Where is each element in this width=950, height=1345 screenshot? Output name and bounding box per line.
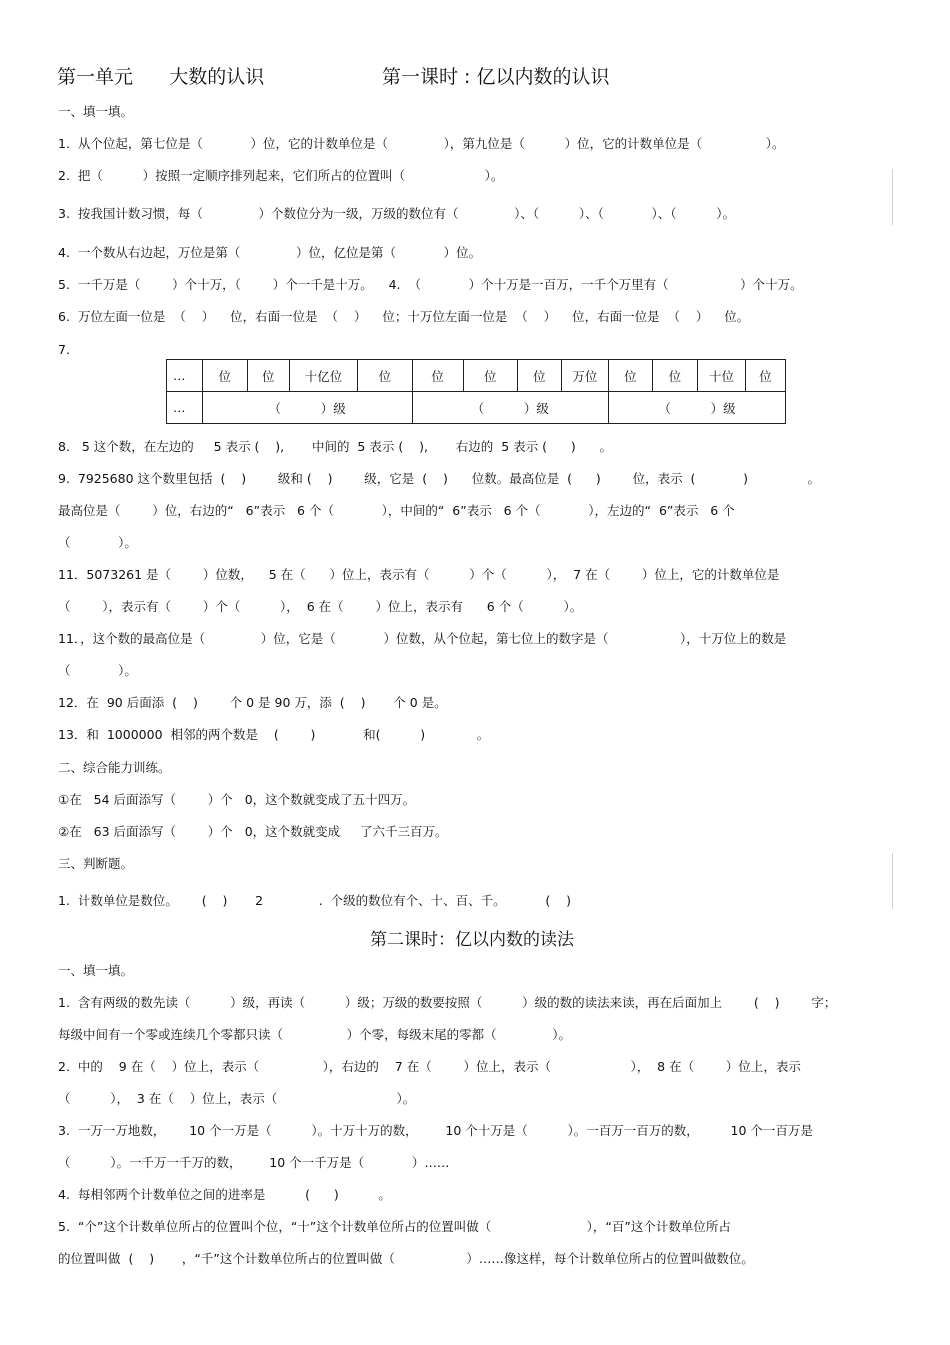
margin-rule [892, 853, 893, 909]
table-row [167, 392, 786, 424]
question-line: 每级中间有一个零或连续几个零都只读（ ）个零，每级末尾的零都（ ）。 [58, 1027, 571, 1042]
table-cell: 位 [412, 360, 463, 392]
question-line: 7. [58, 342, 70, 357]
table-cell: 位 [746, 360, 786, 392]
question-line: 1. 计数单位是数位。 ( ) 2 . 个级的数位有个、十、百、千。 ( ) [58, 893, 572, 908]
table-cell: 位 [247, 360, 289, 392]
table-cell: 位 [517, 360, 561, 392]
question-line: ②在 63 后面添写（ ）个 0，这个数就变成 了六千三百万。 [58, 824, 448, 839]
table-cell: （ ）级 [608, 392, 785, 424]
unit-title: 第一单元 大数的认识 [57, 66, 265, 88]
section-heading: 一、填一填。 [58, 104, 134, 119]
question-line: 最高位是（ ）位，右边的“ 6”表示 6 个（ ），中间的“ 6”表示 6 个（ ），左边的“ 6”表示 6 个 [58, 503, 735, 518]
table-row [167, 360, 786, 392]
question-line: 11．，这个数的最高位是（ ）位，它是（ ）位数，从个位起，第七位上的数字是（ ），十万位上的数是 [58, 631, 787, 646]
table-cell: （ ）级 [202, 392, 412, 424]
question-line: （ ），表示有（ ）个（ ）， 6 在（ ）位上，表示有 6 个（ ）。 [58, 599, 583, 614]
question-line: （ ）。 [58, 535, 137, 550]
section-heading: 三、判断题。 [58, 856, 134, 871]
question-line: 13．和 1000000 相邻的两个数是 ( ) 和( ) 。 [58, 727, 490, 742]
question-line: 1. 含有两级的数先读（ ）级，再读（ ）级；万级的数要按照（ ）级的数的读法来读，再在后面加上 ( ) 字； [58, 995, 837, 1010]
question-line: 3. 一万一万地数， 10 个一万是（ ）。十万十万的数， 10 个十万是（ ）。一百万一百万的数， 10 个一百万是 [58, 1123, 813, 1138]
question-line: 3. 按我国计数习惯，每（ ）个数位分为一级，万级的数位有（ ）、（ ）、（ ）、（ ）。 [58, 206, 736, 221]
question-line: 6. 万位左面一位是 （ ） 位，右面一位是 （ ） 位；十万位左面一位是 （ ） 位，右面一位是 （ ） 位。 [58, 309, 750, 324]
lesson1-title: 第一课时 : 亿以内数的认识 [382, 66, 610, 88]
table-cell: 万位 [561, 360, 608, 392]
section-heading: 二、综合能力训练。 [58, 760, 171, 775]
table-cell: 位 [358, 360, 412, 392]
table-cell: … [167, 360, 203, 392]
question-line: （ ）。一千万一千万的数， 10 个一千万是（ ）…… [58, 1155, 450, 1170]
place-value-table [166, 359, 786, 424]
question-line: 2. 中的 9 在（ ）位上，表示（ ），右边的 7 在（ ）位上，表示（ ）， 8 在（ ）位上，表示 [58, 1059, 801, 1074]
table-cell: 位 [652, 360, 697, 392]
table-cell: 十位 [697, 360, 745, 392]
table-cell: 位 [463, 360, 517, 392]
question-line: 9. 7925680 这个数里包括 ( ) 级和 ( ) 级，它是 ( ) 位数。最高位是 ( ) 位，表示 ( ) 。 [58, 471, 821, 486]
table-cell: 十亿位 [289, 360, 358, 392]
table-cell: （ ）级 [412, 392, 608, 424]
question-line: 5. 一千万是（ ）个十万，（ ）个一千是十万。 4. （ ）个十万是一百万，一千个万里有（ ）个十万。 [58, 277, 803, 292]
question-line: （ ）， 3 在（ ）位上，表示（ ）。 [58, 1091, 416, 1106]
table-cell: 位 [202, 360, 247, 392]
question-line: （ ）。 [58, 663, 137, 678]
question-line: 12．在 90 后面添 ( ) 个 0 是 90 万，添 ( ) 个 0 是。 [58, 695, 447, 710]
question-line: 8. 5 这个数，在左边的 5 表示 ( ), 中间的 5 表示 ( ), 右边的 5 表示 ( ) 。 [58, 439, 613, 454]
section-heading: 一、填一填。 [58, 963, 134, 978]
question-line: 1. 从个位起，第七位是（ ）位，它的计数单位是（ ），第九位是（ ）位，它的计数单位是（ ）。 [58, 136, 785, 151]
question-line: 的位置叫做 ( ) ，“千”这个计数单位所占的位置叫做（ ）……像这样，每个计数单位所占的位置叫做数位。 [58, 1251, 754, 1266]
question-line: 5. “个”这个计数单位所占的位置叫个位，“十”这个计数单位所占的位置叫做（ ），“百”这个计数单位所占 [58, 1219, 731, 1234]
lesson2-title: 第二课时：亿以内数的读法 [370, 930, 574, 950]
table-cell: … [167, 392, 203, 424]
question-line: 4. 一个数从右边起，万位是第（ ）位，亿位是第（ ）位。 [58, 245, 482, 260]
question-line: 11．5073261 是（ ）位数， 5 在（ ）位上，表示有（ ）个（ ）， 7 在（ ）位上，它的计数单位是 [58, 567, 780, 582]
question-line: 4. 每相邻两个计数单位之间的进率是 ( ) 。 [58, 1187, 391, 1202]
margin-rule [892, 169, 893, 225]
question-line: ①在 54 后面添写（ ）个 0，这个数就变成了五十四万。 [58, 792, 416, 807]
table-cell: 位 [608, 360, 652, 392]
question-line: 2. 把（ ）按照一定顺序排列起来，它们所占的位置叫（ ）。 [58, 168, 504, 183]
